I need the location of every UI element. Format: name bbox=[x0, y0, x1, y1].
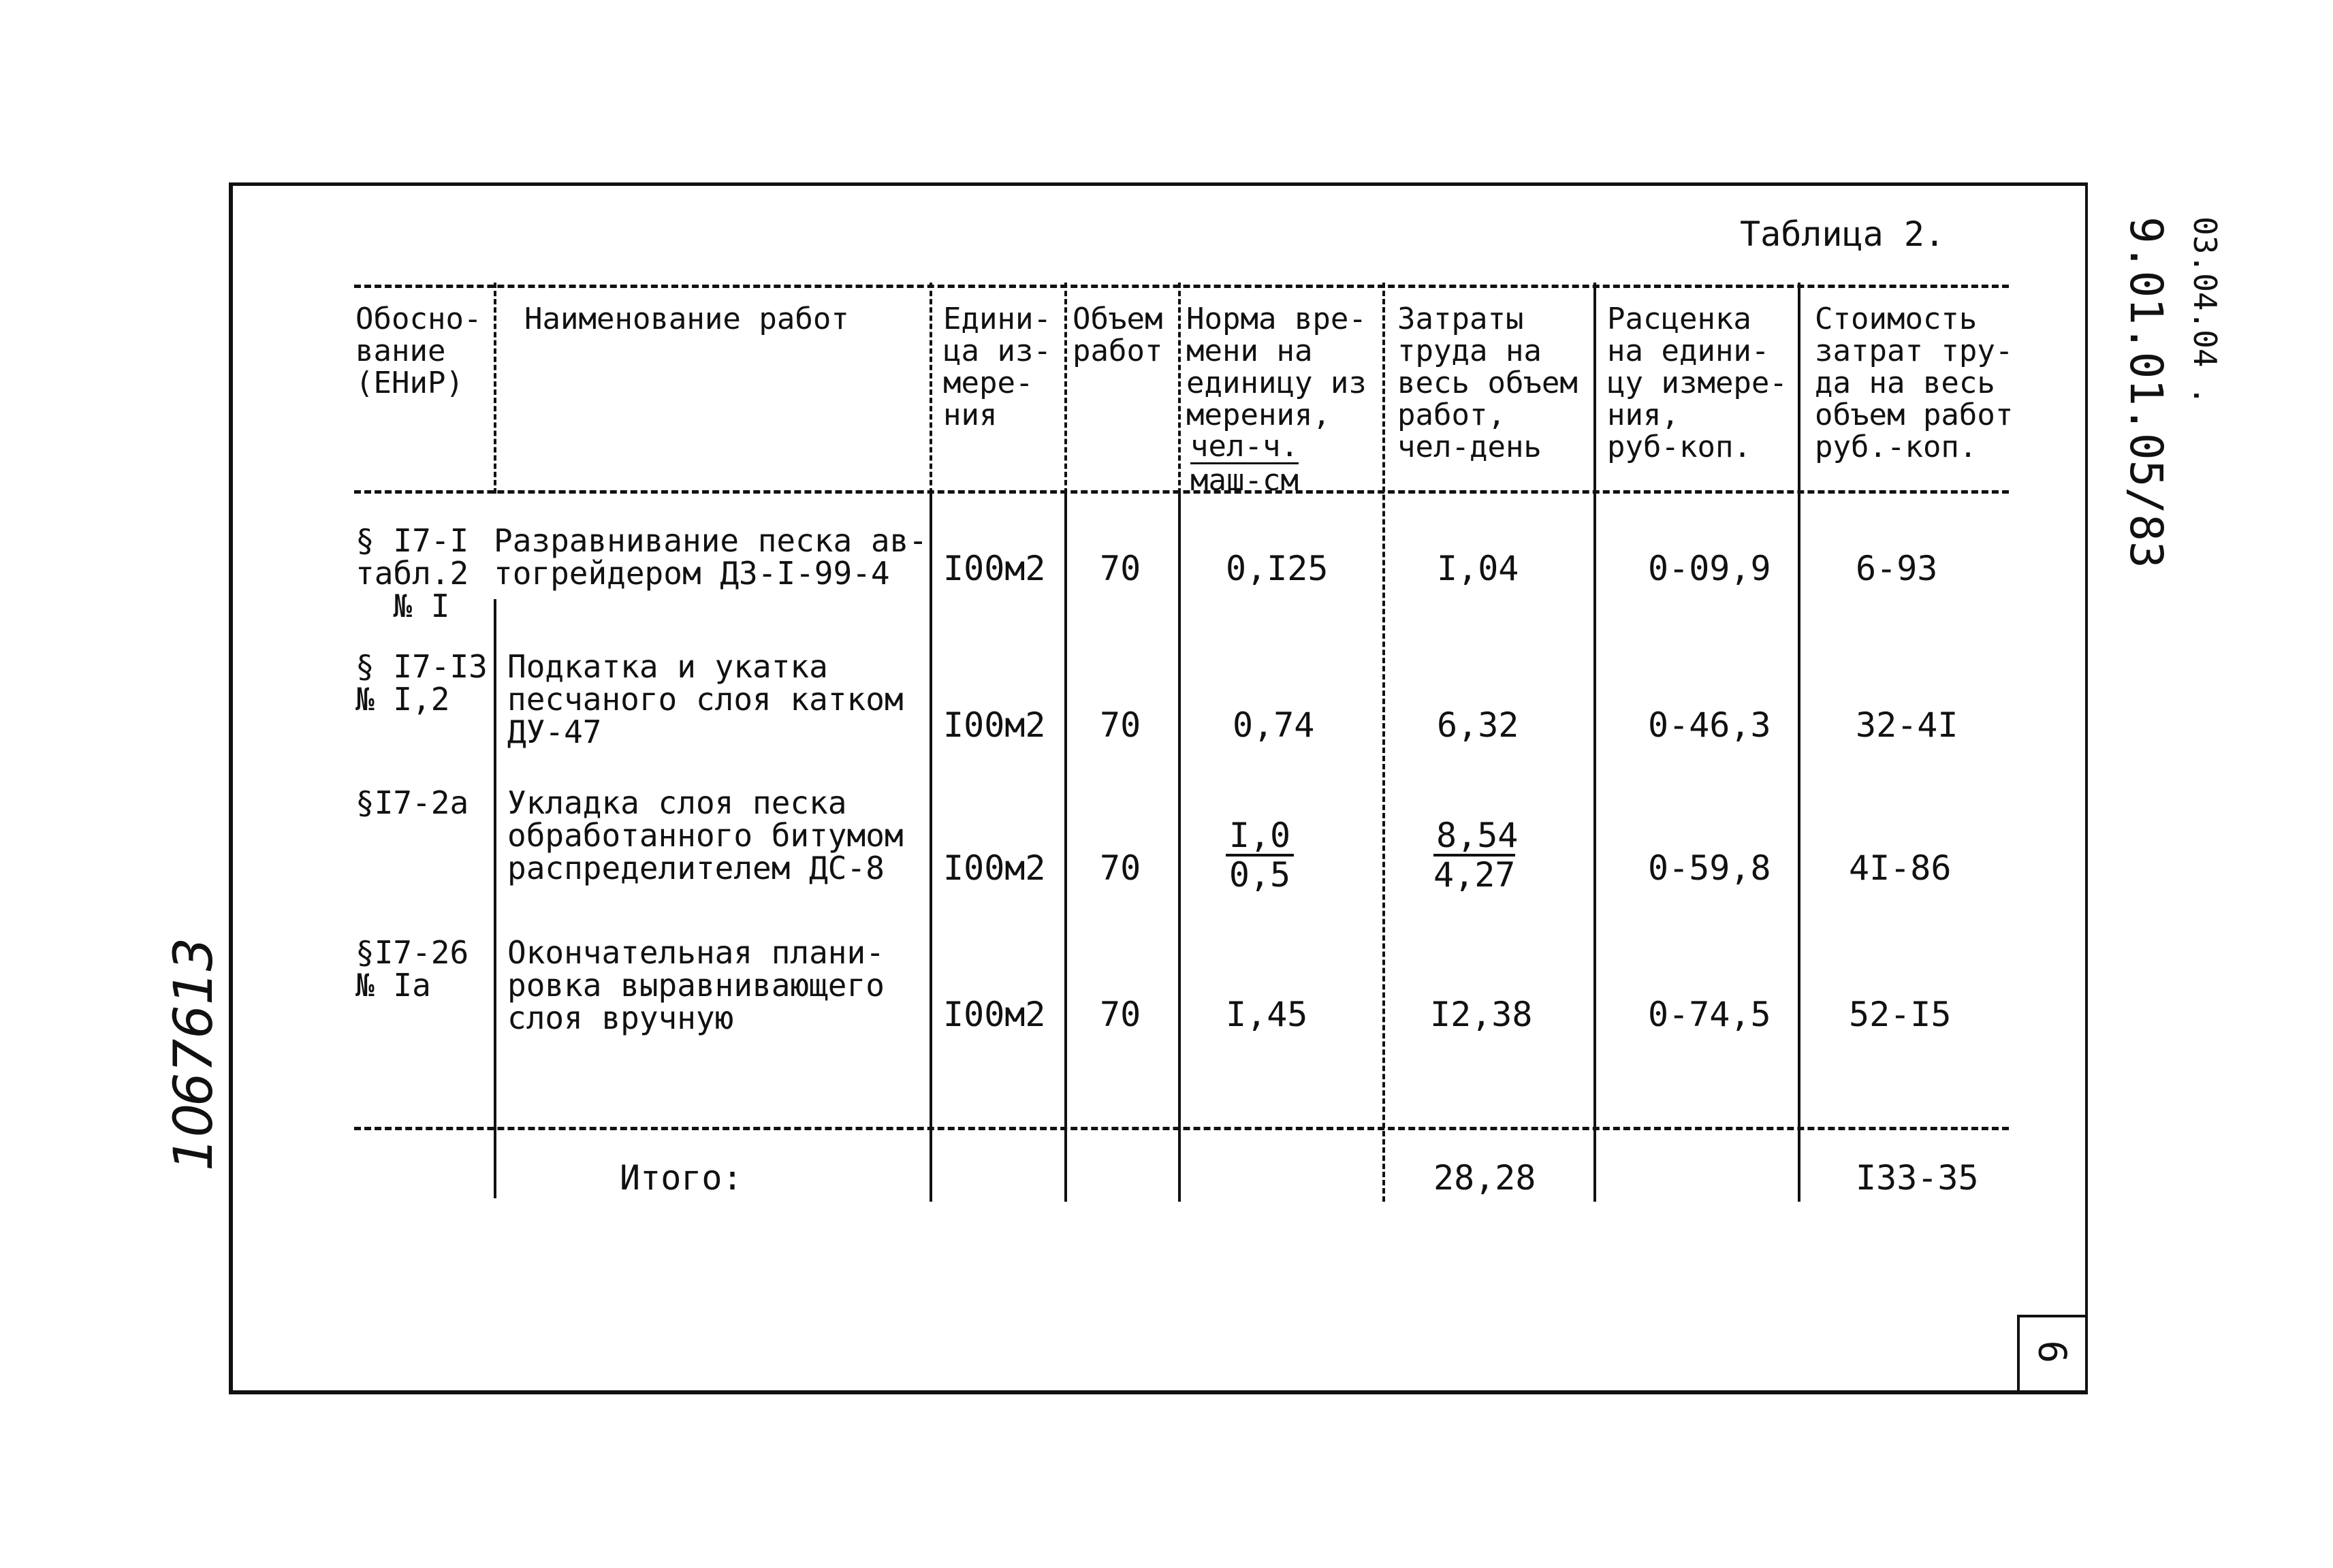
col-divider-5 bbox=[1382, 283, 1385, 1202]
header-cost: Стоимость затрат тру- да на весь объем работ руб.-коп. bbox=[1815, 302, 2014, 464]
total-cost: I33-35 bbox=[1856, 1158, 1979, 1198]
header-top-line bbox=[354, 285, 2009, 288]
row-3-labor-numerator: 8,54 bbox=[1433, 817, 1515, 857]
row-1-norm: 0,I25 bbox=[1226, 549, 1329, 588]
row-3-rate: 0-59,8 bbox=[1648, 848, 1771, 888]
row-1-basis: § I7-I табл.2 № I bbox=[355, 522, 469, 624]
header-labor: Затраты труда на весь объем работ, чел-день bbox=[1397, 302, 1578, 464]
col-divider-6 bbox=[1593, 283, 1596, 1202]
header-norm-unit-bottom: маш-см bbox=[1190, 463, 1299, 498]
page-number-box bbox=[2017, 1315, 2088, 1394]
row-1-rate: 0-09,9 bbox=[1648, 549, 1771, 588]
col-divider-4 bbox=[1178, 490, 1181, 1202]
row-4-volume: 70 bbox=[1100, 995, 1141, 1034]
total-labor: 28,28 bbox=[1433, 1158, 1536, 1198]
row-3-norm bbox=[1226, 817, 1294, 893]
row-1-labor: I,04 bbox=[1437, 549, 1519, 588]
header-time-norm: Норма вре- мени на единицу из мерения, bbox=[1186, 302, 1367, 432]
row-2-cost: 32-4I bbox=[1856, 705, 1958, 745]
row-4-name: Окончательная плани- ровка выравнивающего слоя вручную bbox=[507, 934, 885, 1036]
col-divider-2 bbox=[930, 490, 932, 1202]
col-divider-4-header bbox=[1178, 283, 1181, 494]
header-basis: Обосно- вание (ЕНиР) bbox=[355, 302, 482, 400]
row-4-basis: §I7-26 № Iа bbox=[355, 934, 469, 1004]
col-divider-2-header bbox=[930, 283, 932, 494]
row-4-labor: I2,38 bbox=[1430, 995, 1533, 1034]
row-2-unit: I00м2 bbox=[943, 705, 1046, 745]
margin-doc-code-top: 03.04.04 . bbox=[2187, 217, 2223, 405]
col-divider-1-header bbox=[494, 283, 496, 494]
row-2-rate: 0-46,3 bbox=[1648, 705, 1771, 745]
header-volume: Объем работ bbox=[1073, 302, 1163, 368]
header-rate: Расценка на едини- цу измере- ния, руб-коп. bbox=[1607, 302, 1788, 464]
header-norm-unit-top: чел-ч. bbox=[1190, 429, 1299, 464]
row-3-volume: 70 bbox=[1100, 848, 1141, 888]
handwritten-registration-number: 67613 bbox=[163, 937, 225, 1106]
row-2-volume: 70 bbox=[1100, 705, 1141, 745]
col-divider-7 bbox=[1798, 283, 1800, 1202]
handwritten-page-number: 10 bbox=[163, 1103, 225, 1171]
col-divider-1 bbox=[494, 599, 496, 1198]
row-3-name: Укладка слоя песка обработанного битумом распределителем ДС-8 bbox=[507, 784, 904, 886]
row-1-cost: 6-93 bbox=[1856, 549, 1938, 588]
margin-doc-code: 9.01.01.05/83 bbox=[2120, 217, 2172, 569]
row-4-rate: 0-74,5 bbox=[1648, 995, 1771, 1034]
row-3-unit: I00м2 bbox=[943, 848, 1046, 888]
row-1-unit: I00м2 bbox=[943, 549, 1046, 588]
total-top-line bbox=[354, 1127, 2009, 1130]
row-2-basis: § I7-I3 № I,2 bbox=[355, 648, 488, 718]
page-number: 6 bbox=[2029, 1340, 2074, 1364]
row-2-norm: 0,74 bbox=[1233, 705, 1315, 745]
row-3-cost: 4I-86 bbox=[1849, 848, 1952, 888]
row-4-cost: 52-I5 bbox=[1849, 995, 1952, 1034]
col-divider-3 bbox=[1064, 490, 1067, 1202]
row-2-name: Подкатка и укатка песчаного слоя катком ДУ-47 bbox=[507, 648, 904, 750]
row-1-name: Разравнивание песка ав- тогрейдером ДЗ-I-99-4 bbox=[494, 522, 927, 592]
header-work-name: Наименование работ bbox=[524, 302, 849, 336]
row-3-labor-denominator: 4,27 bbox=[1433, 855, 1516, 895]
total-label: Итого: bbox=[620, 1158, 743, 1198]
table-title: Таблица 2. bbox=[1740, 214, 1946, 254]
header-bottom-line bbox=[354, 490, 2009, 494]
col-divider-3-header bbox=[1064, 283, 1067, 494]
row-3-labor bbox=[1433, 816, 1519, 895]
row-2-labor: 6,32 bbox=[1437, 705, 1519, 745]
row-3-norm-denominator: 0,5 bbox=[1228, 855, 1291, 895]
row-4-norm: I,45 bbox=[1226, 995, 1308, 1034]
row-3-norm-numerator: I,0 bbox=[1226, 817, 1294, 857]
header-unit: Едини- ца из- мере- ния bbox=[943, 302, 1051, 432]
row-3-basis: §I7-2а bbox=[355, 784, 469, 821]
row-4-unit: I00м2 bbox=[943, 995, 1046, 1034]
row-1-volume: 70 bbox=[1100, 549, 1141, 588]
